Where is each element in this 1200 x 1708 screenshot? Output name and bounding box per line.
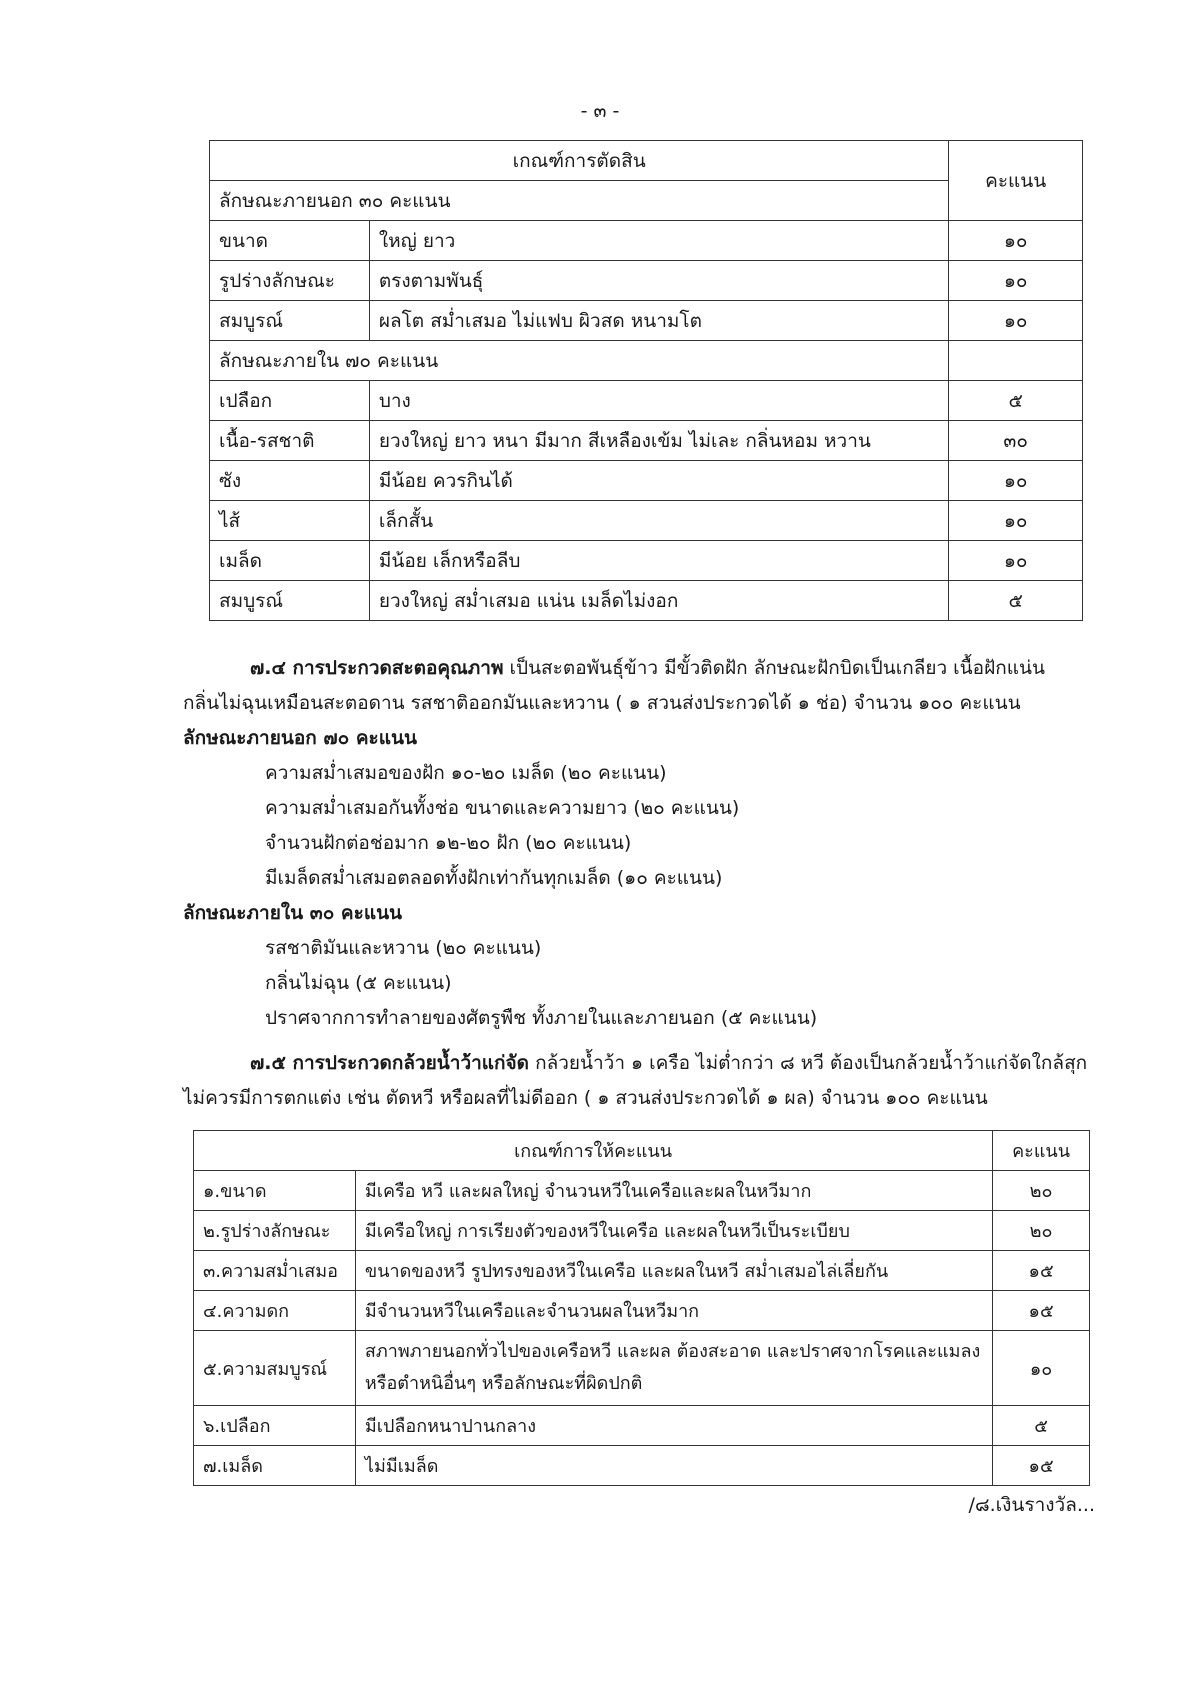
banana-scoring-table	[193, 1130, 1090, 1486]
section-75-line-1-text: กล้วยน้ำว้า ๑ เครือ ไม่ต่ำกว่า ๘ หวี ต้องเป็นกล้วยน้ำว้าแก่จัดใกล้สุก	[529, 1052, 1088, 1074]
criteria-item: ไส้	[210, 501, 370, 541]
page-number: - ๓ -	[580, 100, 620, 122]
criteria-detail: มีน้อย เล็กหรือลีบ	[369, 541, 949, 581]
criteria-detail: มีเปลือกหนาปานกลาง	[355, 1406, 992, 1446]
score-header: คะแนน	[993, 1131, 1090, 1171]
criteria-item: ๓.ความสม่ำเสมอ	[194, 1251, 356, 1291]
list-item: กลิ่นไม่ฉุน (๕ คะแนน)	[265, 972, 452, 994]
table-row	[210, 261, 1083, 301]
criteria-score: ๑๐	[949, 301, 1083, 341]
section-74-line-1	[250, 653, 1045, 683]
criteria-detail: เล็กสั้น	[369, 501, 949, 541]
criteria-detail: ตรงตามพันธุ์	[369, 261, 949, 301]
section-74-line-2: กลิ่นไม่ฉุนเหมือนสะตอดาน รสชาติออกมันและหวาน ( ๑ สวนส่งประกวดได้ ๑ ช่อ) จำนวน ๑๐๐ คะแนน	[183, 692, 1021, 714]
table-row	[194, 1171, 1090, 1211]
criteria-item: ๖.เปลือก	[194, 1406, 356, 1446]
criteria-score: ๑๕	[993, 1291, 1090, 1331]
section-74-line-1-text: เป็นสะตอพันธุ์ข้าว มีขั้วติดฝัก ลักษณะฝักบิดเป็นเกลียว เนื้อฝักแน่น	[503, 657, 1045, 679]
criteria-item: ขนาด	[210, 221, 370, 261]
criteria-detail: มีเครือ หวี และผลใหญ่ จำนวนหวีในเครือและผลในหวีมาก	[355, 1171, 992, 1211]
criteria-score: ๑๕	[993, 1446, 1090, 1486]
criteria-item: ซัง	[210, 461, 370, 501]
criteria-detail: มีจำนวนหวีในเครือและจำนวนผลในหวีมาก	[355, 1291, 992, 1331]
criteria-score: ๕	[949, 381, 1083, 421]
table-row	[194, 1291, 1090, 1331]
table-row	[210, 221, 1083, 261]
internal-section-label: ลักษณะภายใน ๗๐ คะแนน	[210, 341, 949, 381]
criteria-detail: สภาพภายนอกทั่วไปของเครือหวี และผล ต้องสะอาด และปราศจากโรคและแมลงหรือตำหนิอื่นๆ หรือลักษณะที่ผิดปกติ	[355, 1331, 992, 1406]
criteria-score: ๑๐	[949, 221, 1083, 261]
criteria-detail: มีเครือใหญ่ การเรียงตัวของหวีในเครือ และผลในหวีเป็นระเบียบ	[355, 1211, 992, 1251]
criteria-item: รูปร่างลักษณะ	[210, 261, 370, 301]
criteria-detail: ยวงใหญ่ ยาว หนา มีมาก สีเหลืองเข้ม ไม่เละ กลิ่นหอม หวาน	[369, 421, 949, 461]
section-74-internal-heading: ลักษณะภายใน ๓๐ คะแนน	[183, 902, 403, 924]
table-row	[210, 301, 1083, 341]
criteria-detail: ยวงใหญ่ สม่ำเสมอ แน่น เมล็ดไม่งอก	[369, 581, 949, 621]
criteria-score: ๑๕	[993, 1251, 1090, 1291]
section-74-heading: ๗.๔ การประกวดสะตอคุณภาพ	[250, 657, 504, 679]
criteria-item: ๒.รูปร่างลักษณะ	[194, 1211, 356, 1251]
criteria-score: ๑๐	[993, 1331, 1090, 1406]
criteria-score: ๓๐	[949, 421, 1083, 461]
criteria-score: ๒๐	[993, 1211, 1090, 1251]
criteria-detail: ใหญ่ ยาว	[369, 221, 949, 261]
list-item: ความสม่ำเสมอของฝัก ๑๐-๒๐ เมล็ด (๒๐ คะแนน)	[265, 762, 667, 784]
criteria-header: เกณฑ์การตัดสิน	[210, 141, 949, 181]
criteria-item: ๔.ความดก	[194, 1291, 356, 1331]
criteria-item: สมบูรณ์	[210, 301, 370, 341]
list-item: ปราศจากการทำลายของศัตรูพืช ทั้งภายในและภายนอก (๕ คะแนน)	[265, 1007, 818, 1029]
list-item: รสชาติมันและหวาน (๒๐ คะแนน)	[265, 937, 542, 959]
criteria-item: เมล็ด	[210, 541, 370, 581]
list-item: ความสม่ำเสมอกันทั้งช่อ ขนาดและความยาว (๒๐ คะแนน)	[265, 797, 740, 819]
criteria-header: เกณฑ์การให้คะแนน	[194, 1131, 993, 1171]
external-section-label: ลักษณะภายนอก ๓๐ คะแนน	[210, 181, 949, 221]
criteria-item: เปลือก	[210, 381, 370, 421]
criteria-detail: ไม่มีเมล็ด	[355, 1446, 992, 1486]
criteria-item: ๑.ขนาด	[194, 1171, 356, 1211]
criteria-item: ๕.ความสมบูรณ์	[194, 1331, 356, 1406]
criteria-score: ๑๐	[949, 261, 1083, 301]
list-item: จำนวนฝักต่อช่อมาก ๑๒-๒๐ ฝัก (๒๐ คะแนน)	[265, 832, 632, 854]
table-row	[210, 461, 1083, 501]
table-row	[194, 1211, 1090, 1251]
section-75-heading: ๗.๕ การประกวดกล้วยน้ำว้าแก่จัด	[250, 1052, 530, 1074]
criteria-score: ๑๐	[949, 461, 1083, 501]
judging-criteria-table	[209, 140, 1083, 621]
section-75-line-2: ไม่ควรมีการตกแต่ง เช่น ตัดหวี หรือผลที่ไม่ดีออก ( ๑ สวนส่งประกวดได้ ๑ ผล) จำนวน ๑๐๐ คะแนน	[183, 1087, 988, 1109]
list-item: มีเมล็ดสม่ำเสมอตลอดทั้งฝักเท่ากันทุกเมล็ด (๑๐ คะแนน)	[265, 867, 723, 889]
criteria-score: ๒๐	[993, 1171, 1090, 1211]
empty-score-cell	[949, 341, 1083, 381]
criteria-score: ๕	[993, 1406, 1090, 1446]
section-75-line-1	[250, 1048, 1087, 1078]
criteria-detail: ขนาดของหวี รูปทรงของหวีในเครือ และผลในหวี สม่ำเสมอไล่เลี่ยกัน	[355, 1251, 992, 1291]
criteria-score: ๕	[949, 581, 1083, 621]
table-row	[210, 581, 1083, 621]
continuation-note: /๘.เงินรางวัล...	[968, 1494, 1095, 1516]
criteria-item: ๗.เมล็ด	[194, 1446, 356, 1486]
criteria-item: สมบูรณ์	[210, 581, 370, 621]
table-row	[194, 1251, 1090, 1291]
table-row	[194, 1331, 1090, 1406]
table-row	[194, 1446, 1090, 1486]
criteria-detail: บาง	[369, 381, 949, 421]
score-header: คะแนน	[949, 141, 1083, 221]
criteria-score: ๑๐	[949, 541, 1083, 581]
table-row	[210, 541, 1083, 581]
table-row	[210, 381, 1083, 421]
table-row	[210, 501, 1083, 541]
criteria-detail: ผลโต สม่ำเสมอ ไม่แฟบ ผิวสด หนามโต	[369, 301, 949, 341]
section-74-external-heading: ลักษณะภายนอก ๗๐ คะแนน	[183, 727, 417, 749]
criteria-item: เนื้อ-รสชาติ	[210, 421, 370, 461]
table-row	[210, 421, 1083, 461]
table-row	[194, 1406, 1090, 1446]
criteria-score: ๑๐	[949, 501, 1083, 541]
criteria-detail: มีน้อย ควรกินได้	[369, 461, 949, 501]
